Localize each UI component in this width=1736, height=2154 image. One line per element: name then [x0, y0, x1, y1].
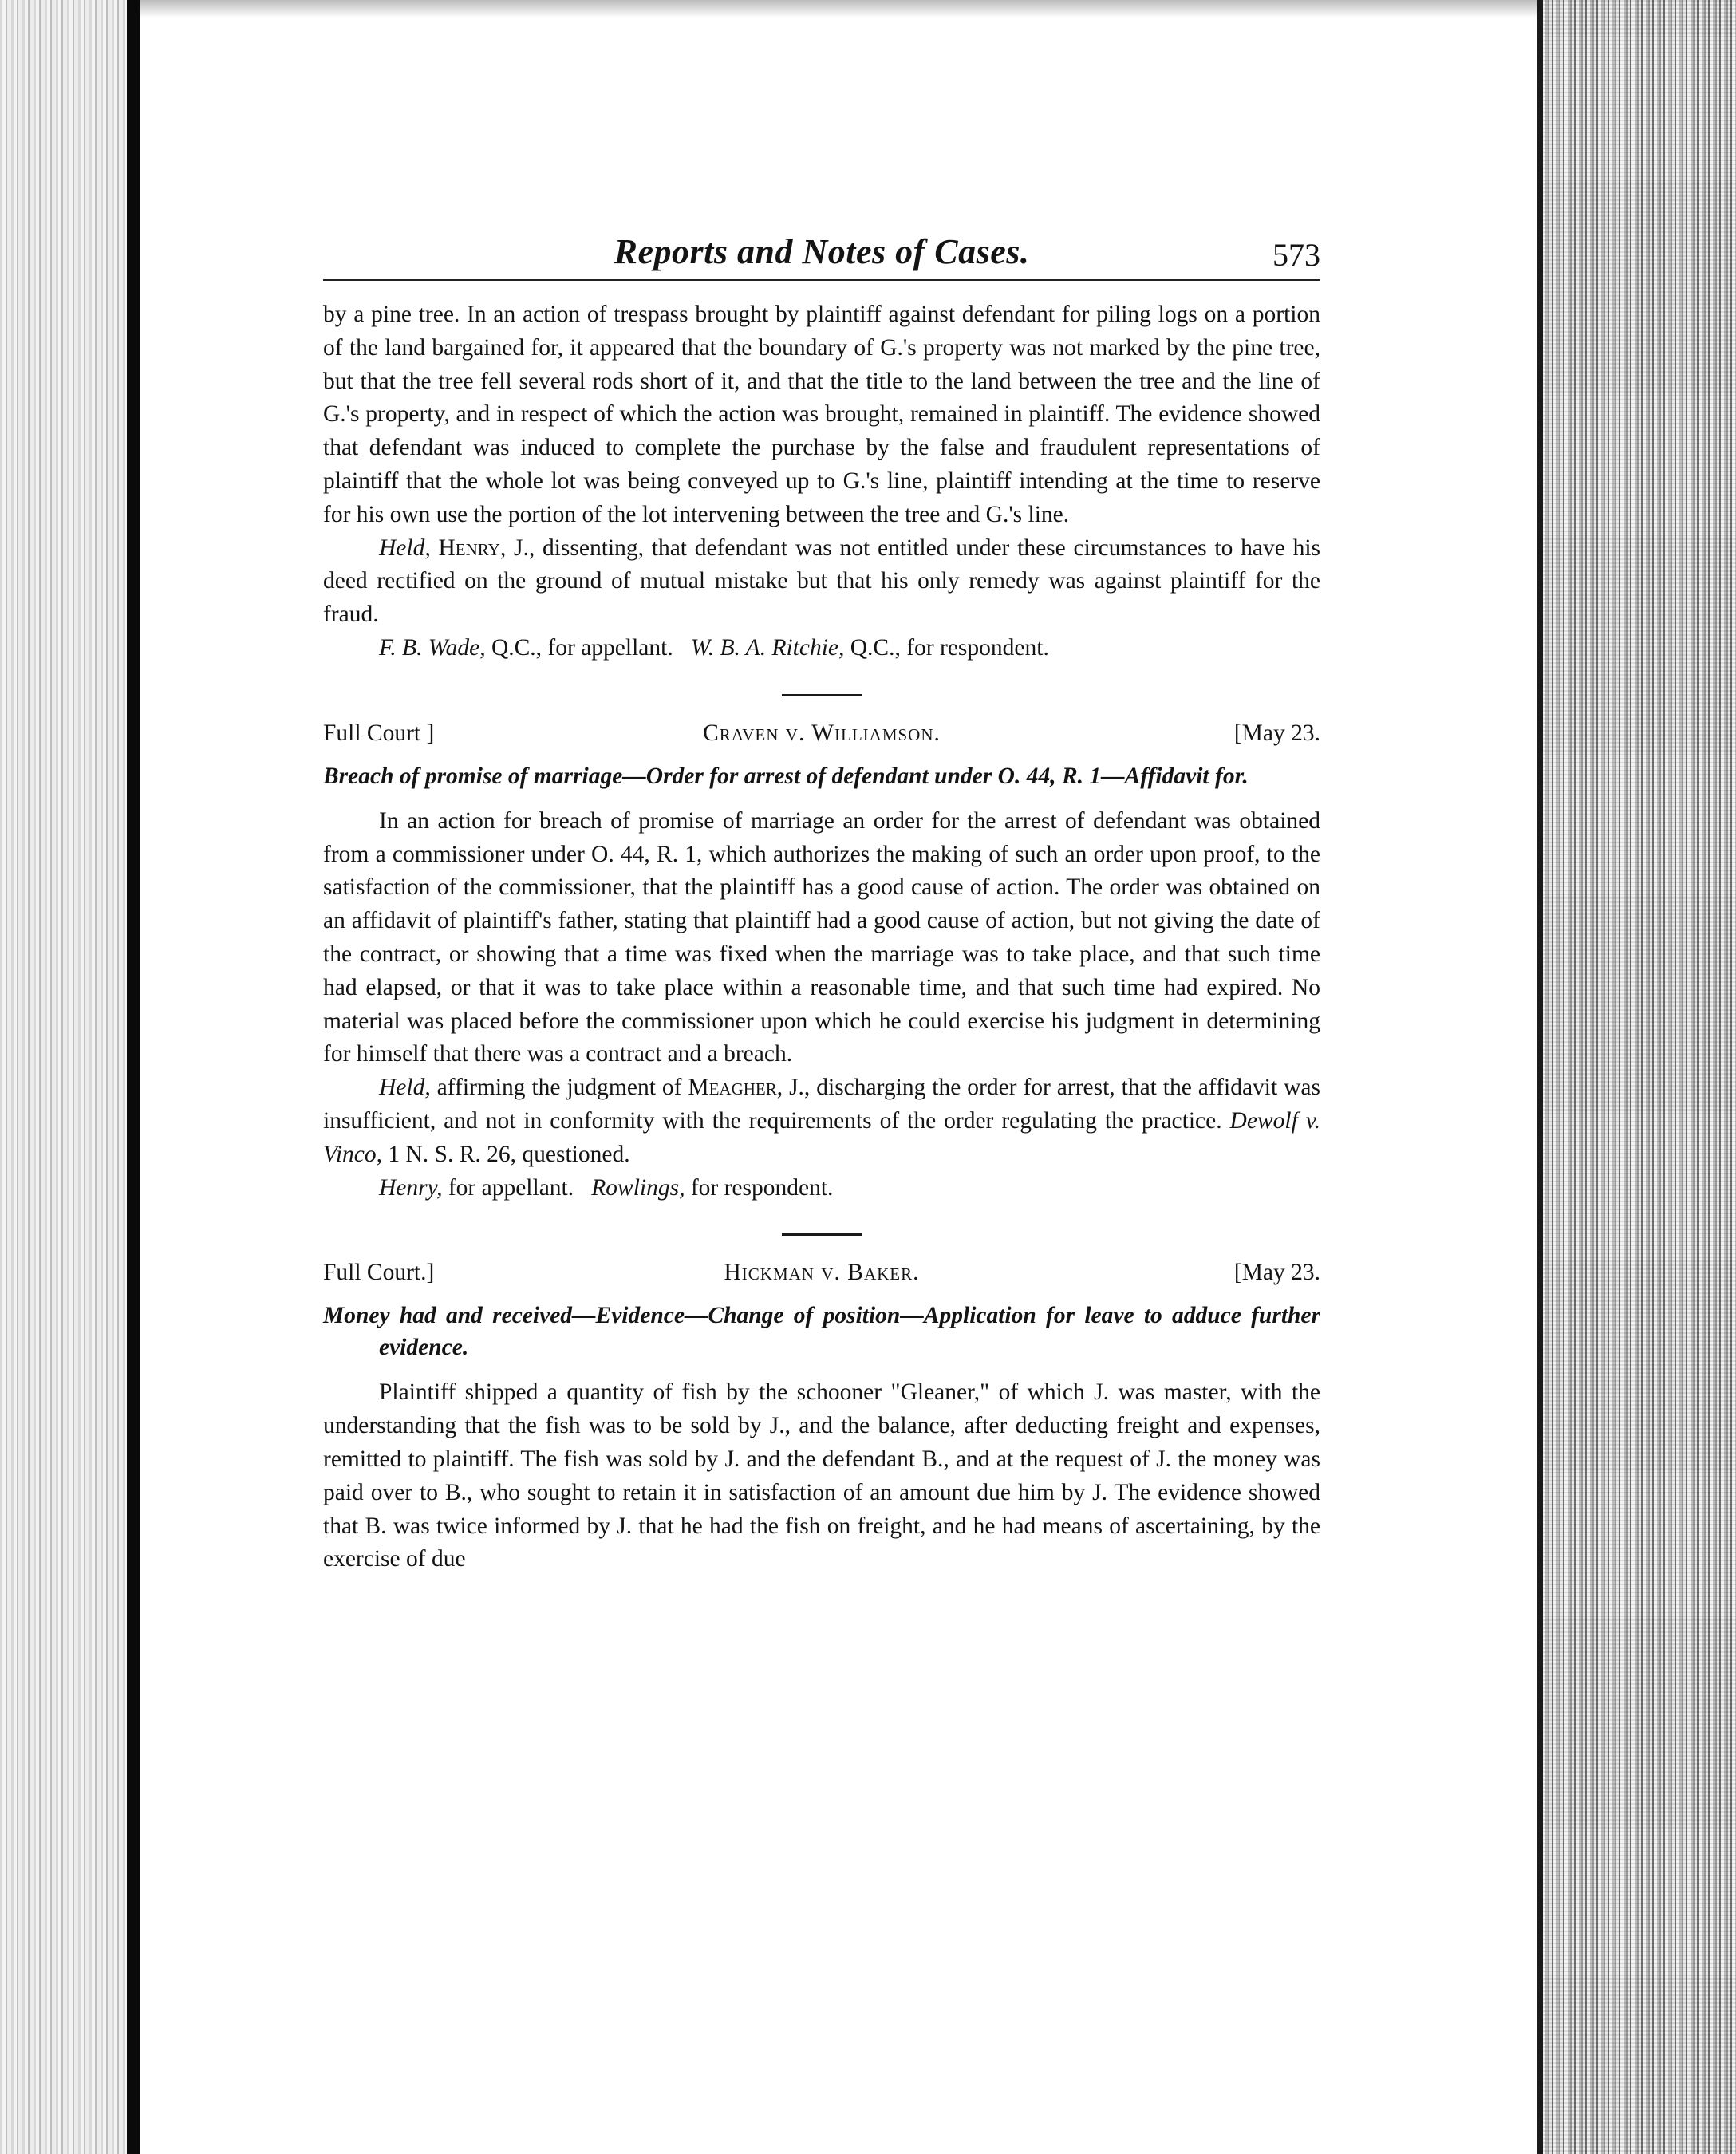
case-date: [May 23. — [1233, 1260, 1320, 1286]
held-label: Held, — [379, 535, 431, 561]
respondent-suffix: for respondent. — [685, 1174, 834, 1201]
page-stack-edge — [1537, 0, 1736, 2154]
counsel-line — [323, 1172, 1320, 1205]
held-judge: Meagher — [688, 1075, 777, 1101]
case-court: Full Court ] — [323, 720, 435, 746]
held-text: , J., dissenting, that defendant was not entitled under these circumstances to have his deed rectified on the ground of mutual mistake but that his only remedy was against plaintiff for the fraud. — [323, 535, 1320, 628]
held-paragraph — [323, 532, 1320, 632]
appellant-counsel: Henry, — [379, 1174, 443, 1201]
case-body-paragraph: In an action for breach of promise of marriage an order for the arrest of defendant was obtained from a commissioner under O. 44, R. 1, which authorizes the making of such an order upon proof, to the satisfaction of the commissioner, that the plaintiff has a good cause of action. The order was obtained on an affidavit of plaintiff's father, stating that plaintiff had a good cause of action, but not giving the date of the contract, or showing that a time was fixed when the marriage was to take place, and that such time had elapsed, or that it was to take place within a reasonable time, and that such time had expired. No material was placed before the commissioner upon which he could exercise his judgment in determining for himself that there was a contract and a breach. — [323, 807, 1320, 1067]
page — [323, 231, 1320, 1576]
held-paragraph — [323, 1071, 1320, 1171]
case-name: Hickman v. Baker. — [724, 1260, 920, 1286]
respondent-counsel: W. B. A. Ritchie, — [690, 634, 845, 661]
section-divider — [782, 694, 862, 696]
case-body-paragraph: Plaintiff shipped a quantity of fish by the schooner "Gleaner," of which J. was master, with the understanding that the fish was to be sold by J., and the balance, after deducting freight and expenses, remitted to plaintiff. The fish was sold by J. and the defendant B., and at the request of J. the money was paid over to B., who sought to retain it in satisfaction of an amount due him by J. The evidence showed that B. was twice informed by J. that he had the fish on freight, and he had means of ascertaining, by the exercise of due — [323, 1379, 1320, 1572]
case-court: Full Court.] — [323, 1260, 435, 1286]
respondent-counsel: Rowlings, — [591, 1174, 685, 1201]
counsel-line — [323, 632, 1320, 665]
page-header — [323, 231, 1320, 281]
scan-top-shadow — [140, 0, 1544, 18]
case-name: Craven v. Williamson. — [703, 720, 941, 746]
case-headnote: Money had and received—Evidence—Change of position—Application for leave to adduce further evidence. — [323, 1303, 1320, 1361]
appellant-suffix: Q.C., for appellant. — [485, 634, 673, 661]
cited-case: Dewolf v. Vinco, — [323, 1107, 1320, 1167]
case-date: [May 23. — [1233, 720, 1320, 746]
appellant-suffix: for appellant. — [442, 1174, 574, 1201]
held-text: affirming the judgment of — [430, 1075, 688, 1101]
running-title: Reports and Notes of Cases. — [614, 232, 1030, 271]
held-label: Held, — [379, 1075, 431, 1101]
respondent-suffix: Q.C., for respondent. — [844, 634, 1049, 661]
case-headnote: Breach of promise of marriage—Order for arrest of defendant under O. 44, R. 1—Affidavit for. — [323, 763, 1249, 789]
section-divider — [782, 1233, 862, 1236]
held-judge: Henry — [438, 535, 500, 561]
appellant-counsel: F. B. Wade, — [379, 634, 486, 661]
page-number: 573 — [1272, 237, 1320, 273]
case-continuation-paragraph: by a pine tree. In an action of trespass brought by plaintiff against defendant for piling logs on a portion of the land bargained for, it appeared that the boundary of G.'s property was not marked by the pine tree, but that the tree fell several rods short of it, and that the title to the land between the tree and the line of G.'s property, and in respect of which the action was brought, remained in plaintiff. The evidence showed that defendant was induced to complete the purchase by the false and fraudulent representations of plaintiff that the whole lot was being conveyed up to G.'s line, plaintiff intending at the time to reserve for his own use the portion of the lot intervening between the tree and G.'s line. — [323, 302, 1320, 527]
held-text: , J., discharging the order for arrest, that the affidavit was insufficient, and not in conformity with the requirements of the order regulating the practice. — [323, 1075, 1320, 1134]
held-text: 1 N. S. R. 26, questioned. — [382, 1141, 630, 1167]
case-heading — [323, 1260, 1320, 1295]
case-heading — [323, 720, 1320, 755]
book-binding-edge — [0, 0, 140, 2154]
